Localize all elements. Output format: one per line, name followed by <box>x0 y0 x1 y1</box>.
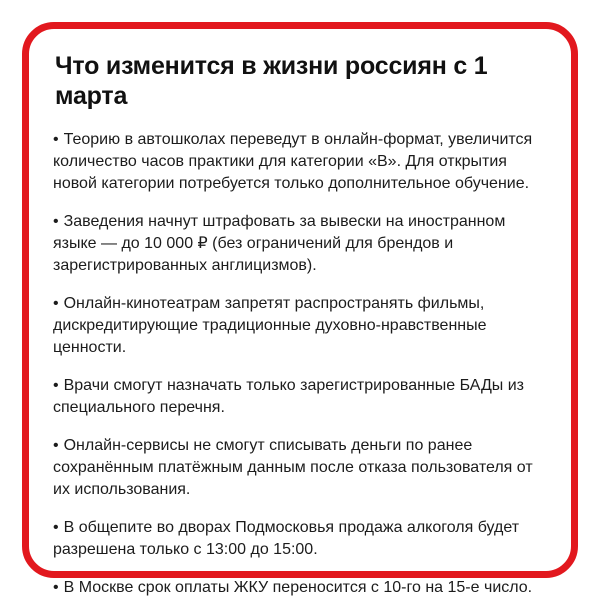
bullet-icon: • <box>53 295 59 312</box>
bullet-icon: • <box>53 377 59 394</box>
bullet-list <box>53 129 549 599</box>
bullet-icon: • <box>53 131 59 148</box>
bullet-icon: • <box>53 437 59 454</box>
list-item-text: Теорию в автошколах переведут в онлайн-формат, увеличится количество часов практики для категории «В». Для открытия новой категории потребуется только дополнительное обучение. <box>53 131 533 192</box>
list-item <box>53 211 549 277</box>
list-item-text: Врачи смогут назначать только зарегистрированные БАДы из специального перечня. <box>53 377 525 416</box>
bullet-icon: • <box>53 213 59 230</box>
list-item-text: Онлайн-кинотеатрам запретят распространять фильмы, дискредитирующие традиционные духовно-нравственные ценности. <box>53 295 487 356</box>
list-item <box>53 129 549 195</box>
list-item-text: В общепите во дворах Подмосковья продажа алкоголя будет разрешена только с 13:00 до 15:00. <box>53 519 520 558</box>
bullet-icon: • <box>53 579 59 596</box>
infographic-card <box>22 22 578 596</box>
list-item <box>53 435 549 501</box>
list-item-text: Онлайн-сервисы не смогут списывать деньги по ранее сохранённым платёжным данным после отказа пользователя от их использования. <box>53 437 533 498</box>
bullet-icon: • <box>53 519 59 536</box>
list-item <box>53 293 549 359</box>
list-item-text: Заведения начнут штрафовать за вывески на иностранном языке — до 10 000 ₽ (без ограничений для брендов и зарегистрированных англицизмов). <box>53 213 506 274</box>
page-title: Что изменится в жизни россиян с 1 марта <box>55 52 488 110</box>
list-item-text: В Москве срок оплаты ЖКУ переносится с 10-го на 15-е число. <box>63 579 533 596</box>
list-item <box>53 577 549 599</box>
list-item <box>53 517 549 561</box>
list-item <box>53 375 549 419</box>
